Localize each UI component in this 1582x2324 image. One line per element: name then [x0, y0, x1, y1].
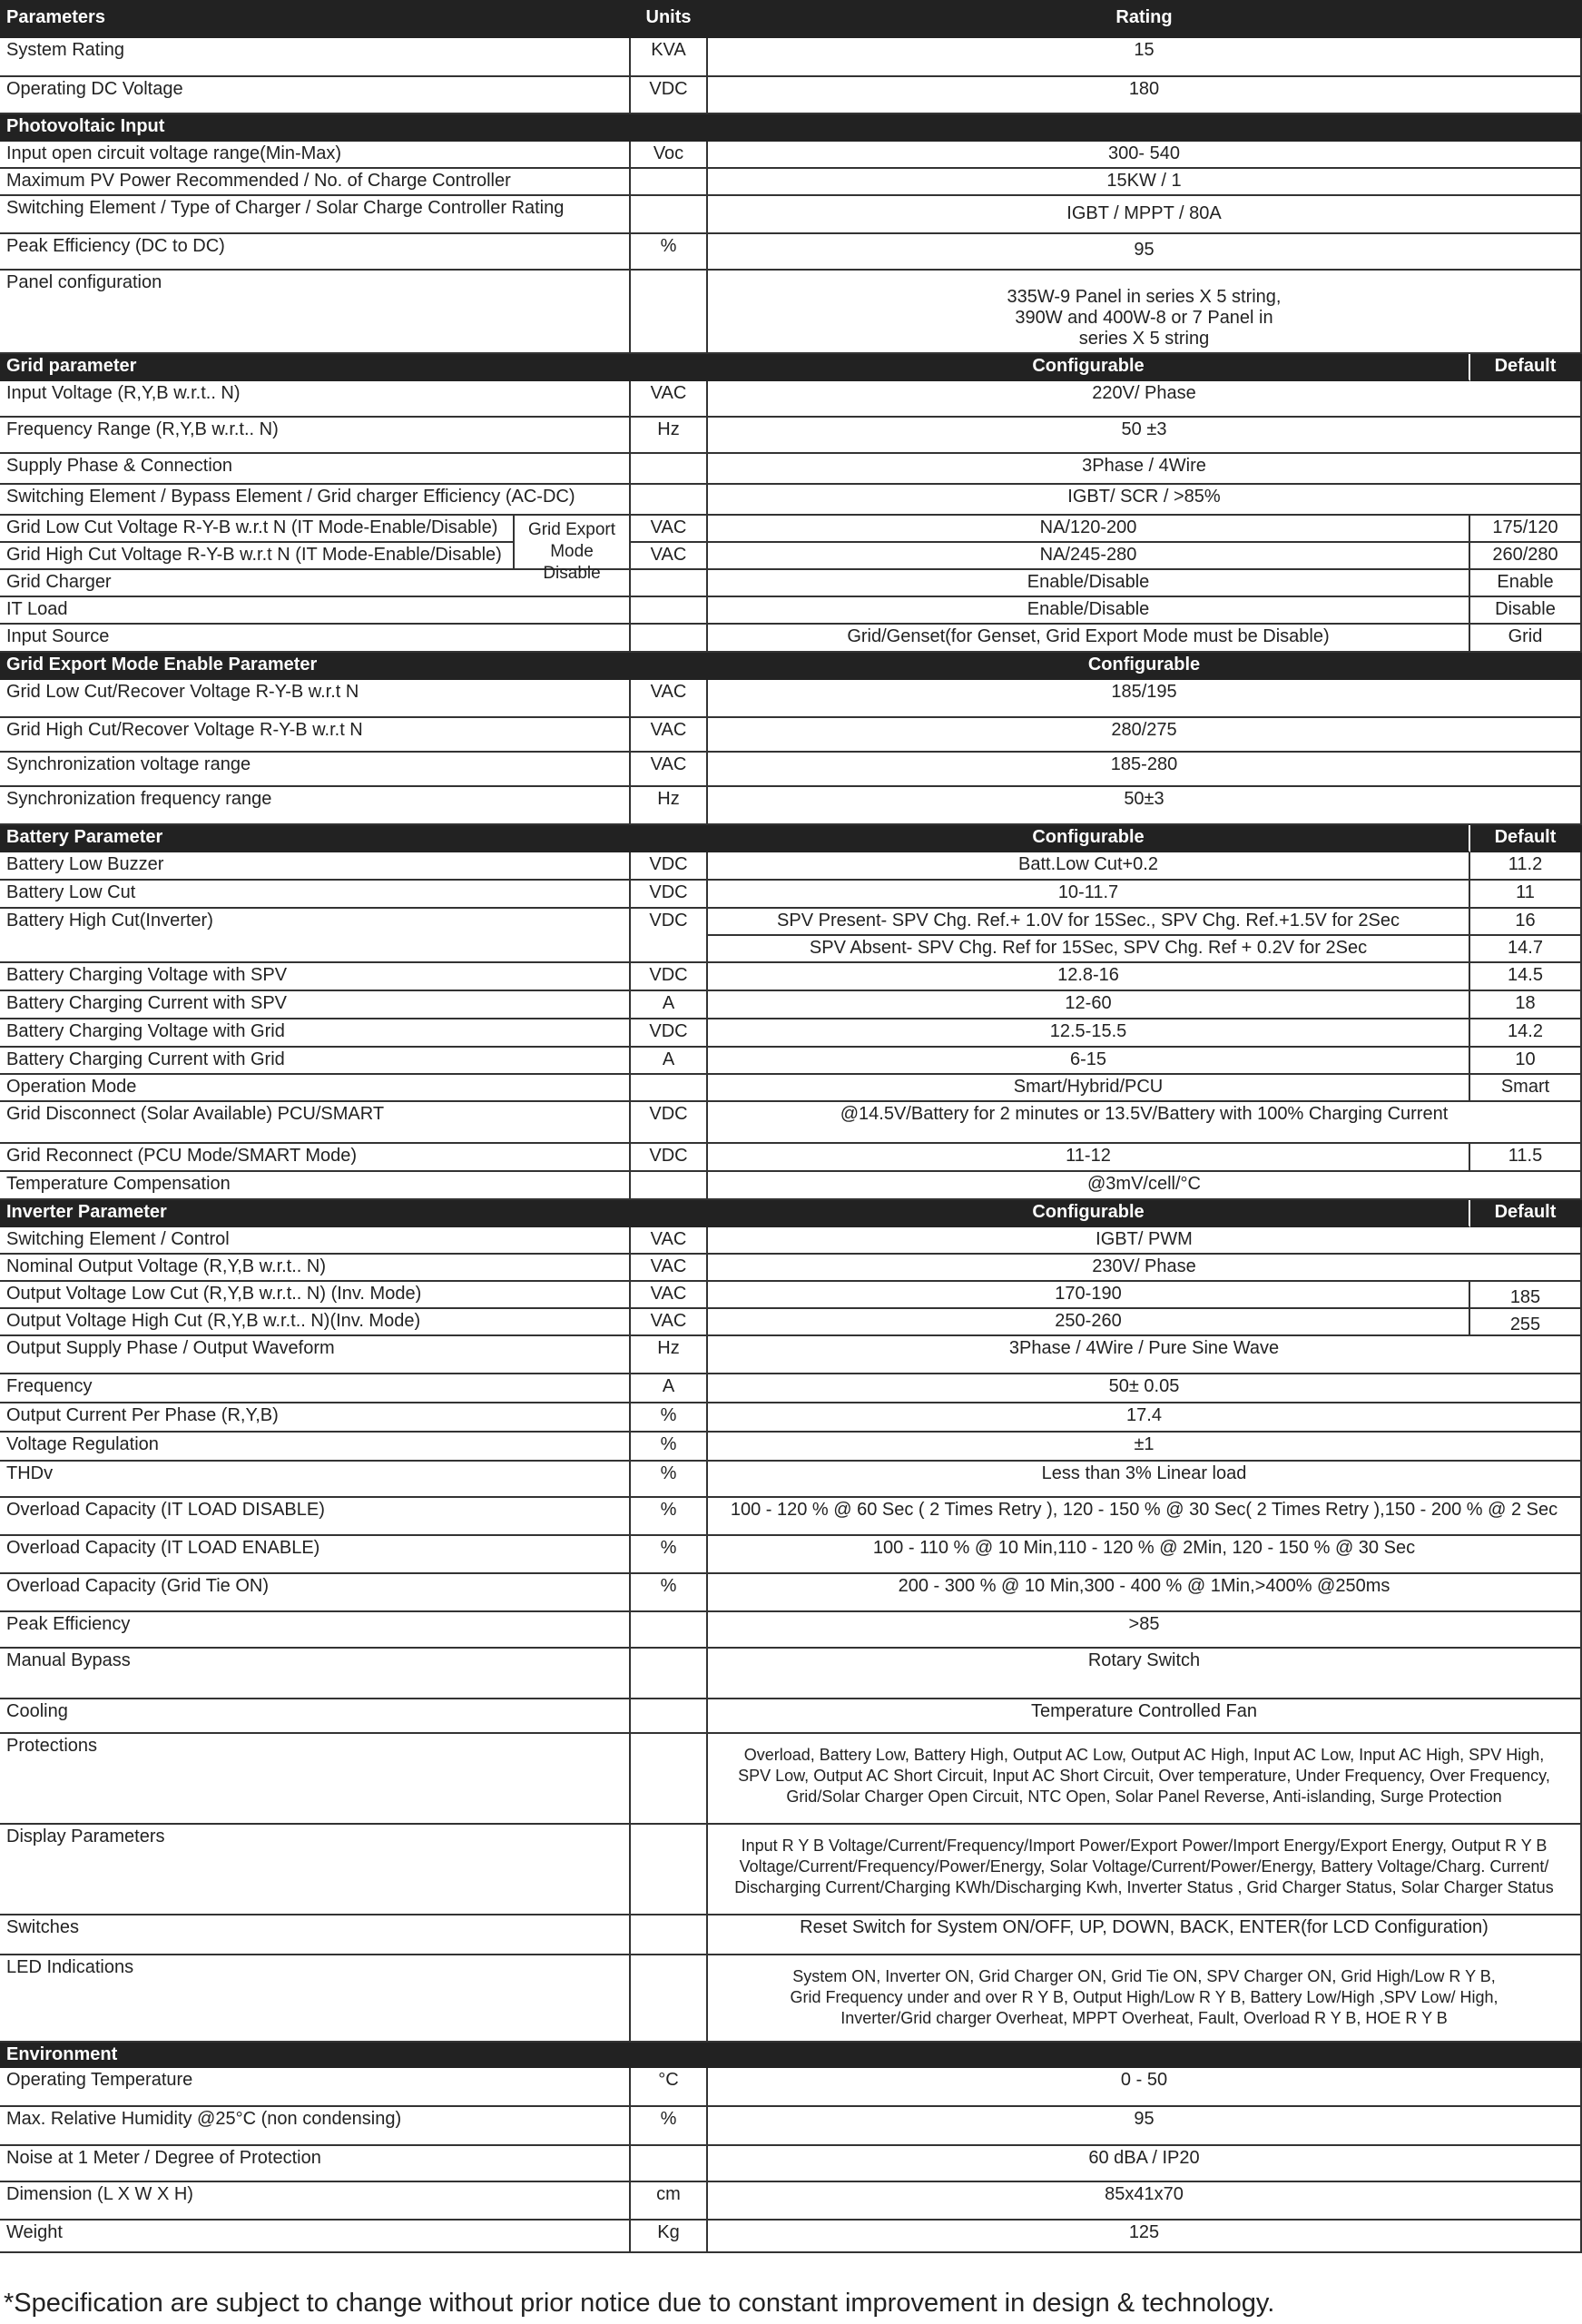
parameter-name: Grid Disconnect (Solar Available) PCU/SMART: [0, 1102, 631, 1144]
unit-cell: %: [631, 1574, 708, 1612]
unit-cell: Hz: [631, 418, 708, 454]
parameter-name: Switches: [0, 1915, 631, 1955]
configurable-cell: 50± 0.05: [708, 1374, 1582, 1403]
configurable-cell: 170-190: [708, 1282, 1470, 1309]
unit-cell: %: [631, 2107, 708, 2146]
configurable-cell: 3Phase / 4Wire: [708, 454, 1582, 485]
unit-cell: [631, 196, 708, 234]
section-title: Battery Parameter: [0, 825, 708, 852]
configurable-cell: Enable/Disable: [708, 597, 1470, 625]
parameter-name: Voltage Regulation: [0, 1433, 631, 1462]
section-title: Photovoltaic Input: [0, 114, 1582, 142]
parameter-name: Battery Charging Current with Grid: [0, 1048, 631, 1075]
default-cell: 14.7: [1470, 936, 1582, 963]
rating-cell: 50±3: [708, 787, 1582, 825]
unit-cell: %: [631, 1498, 708, 1536]
configurable-cell: 12.5-15.5: [708, 1019, 1470, 1048]
default-cell: 175/120: [1470, 516, 1582, 543]
parameters-header: Parameters: [0, 0, 631, 38]
default-cell: 11: [1470, 881, 1582, 909]
unit-cell: Hz: [631, 787, 708, 825]
unit-cell: %: [631, 1462, 708, 1498]
configurable-cell: 3Phase / 4Wire / Pure Sine Wave: [708, 1336, 1582, 1374]
parameter-name: Output Current Per Phase (R,Y,B): [0, 1403, 631, 1433]
unit-cell: [631, 570, 708, 597]
parameter-name: Overload Capacity (Grid Tie ON): [0, 1574, 631, 1612]
unit-cell: VDC: [631, 909, 708, 963]
configurable-cell: Batt.Low Cut+0.2: [708, 852, 1470, 881]
configurable-cell: 12.8-16: [708, 963, 1470, 991]
default-cell: 16: [1470, 909, 1582, 936]
rating-cell: 0 - 50: [708, 2068, 1582, 2107]
parameter-name: Cooling: [0, 1699, 631, 1734]
unit-cell: [631, 1649, 708, 1699]
unit-cell: VDC: [631, 1144, 708, 1172]
unit-cell: VAC: [631, 718, 708, 753]
unit-cell: cm: [631, 2182, 708, 2221]
configurable-cell: 6-15: [708, 1048, 1470, 1075]
unit-cell: [631, 1734, 708, 1825]
unit-cell: VDC: [631, 77, 708, 114]
rating-header: Rating: [708, 0, 1582, 38]
default-cell: Disable: [1470, 597, 1582, 625]
parameter-name: Protections: [0, 1734, 631, 1825]
rating-cell: 280/275: [708, 718, 1582, 753]
unit-cell: [631, 485, 708, 516]
configurable-cell: System ON, Inverter ON, Grid Charger ON, Grid Tie ON, SPV Charger ON, Grid High/Low R Y B, Grid Frequency under and over R Y B, Output High/Low R Y B, Battery Low/High ,SPV Low/ High, Inverter/Grid charger Overheat, MPPT Overheat, Fault, Overload R Y B, HOE R Y B: [708, 1955, 1582, 2043]
configurable-cell: Rotary Switch: [708, 1649, 1582, 1699]
unit-cell: [631, 1915, 708, 1955]
rating-cell: 60 dBA / IP20: [708, 2146, 1582, 2182]
configurable-cell: NA/120-200: [708, 516, 1470, 543]
configurable-cell: @3mV/cell/°C: [708, 1172, 1582, 1200]
section-title: Environment: [0, 2043, 1582, 2068]
configurable-cell: ±1: [708, 1433, 1582, 1462]
rating-cell: 180: [708, 77, 1582, 114]
rating-cell: 95: [708, 2107, 1582, 2146]
parameter-name: Supply Phase & Connection: [0, 454, 631, 485]
default-header: Default: [1470, 1200, 1582, 1227]
configurable-cell: 17.4: [708, 1403, 1582, 1433]
parameter-name: Operating DC Voltage: [0, 77, 631, 114]
configurable-cell: Enable/Disable: [708, 570, 1470, 597]
parameter-name: Overload Capacity (IT LOAD ENABLE): [0, 1536, 631, 1574]
parameter-name: Manual Bypass: [0, 1649, 631, 1699]
rating-cell: 335W-9 Panel in series X 5 string, 390W and 400W-8 or 7 Panel in series X 5 string: [708, 271, 1582, 354]
unit-cell: [631, 625, 708, 653]
configurable-cell: 100 - 110 % @ 10 Min,110 - 120 % @ 2Min, 120 - 150 % @ 30 Sec: [708, 1536, 1582, 1574]
default-header: Default: [1470, 825, 1582, 852]
parameter-name: Frequency: [0, 1374, 631, 1403]
default-cell: 18: [1470, 991, 1582, 1019]
default-cell: 10: [1470, 1048, 1582, 1075]
parameter-name: Dimension (L X W X H): [0, 2182, 631, 2221]
parameter-name: Peak Efficiency (DC to DC): [0, 234, 631, 271]
default-cell: Grid: [1470, 625, 1582, 653]
unit-cell: Voc: [631, 142, 708, 169]
unit-cell: A: [631, 1374, 708, 1403]
configurable-cell: >85: [708, 1612, 1582, 1649]
parameter-name: Battery Low Buzzer: [0, 852, 631, 881]
rating-cell: 300- 540: [708, 142, 1582, 169]
section-title: Grid Export Mode Enable Parameter: [0, 653, 708, 680]
parameter-name: Frequency Range (R,Y,B w.r.t.. N): [0, 418, 631, 454]
unit-cell: VDC: [631, 852, 708, 881]
default-cell: Enable: [1470, 570, 1582, 597]
default-cell: 11.2: [1470, 852, 1582, 881]
configurable-cell: Grid/Genset(for Genset, Grid Export Mode must be Disable): [708, 625, 1470, 653]
parameter-name: Output Voltage High Cut (R,Y,B w.r.t.. N)(Inv. Mode): [0, 1309, 631, 1336]
default-cell: 185: [1470, 1282, 1582, 1309]
unit-cell: [631, 169, 708, 196]
unit-cell: VAC: [631, 680, 708, 718]
footnote: *Specification are subject to change without prior notice due to constant improvement in design & technology.: [4, 2289, 1275, 2318]
parameter-name: Overload Capacity (IT LOAD DISABLE): [0, 1498, 631, 1536]
unit-cell: VAC: [631, 516, 708, 543]
parameter-name: Synchronization voltage range: [0, 753, 631, 787]
default-cell: Smart: [1470, 1075, 1582, 1102]
unit-cell: VAC: [631, 1255, 708, 1282]
default-cell: 255: [1470, 1309, 1582, 1336]
configurable-cell: IGBT/ PWM: [708, 1227, 1582, 1255]
parameter-name: Switching Element / Type of Charger / Solar Charge Controller Rating: [0, 196, 631, 234]
rating-cell: 85x41x70: [708, 2182, 1582, 2221]
unit-cell: Kg: [631, 2221, 708, 2253]
configurable-cell: 230V/ Phase: [708, 1255, 1582, 1282]
configurable-cell: 50 ±3: [708, 418, 1582, 454]
configurable-cell: 250-260: [708, 1309, 1470, 1336]
parameter-name: THDv: [0, 1462, 631, 1498]
unit-cell: %: [631, 234, 708, 271]
configurable-cell: SPV Absent- SPV Chg. Ref for 15Sec, SPV Chg. Ref + 0.2V for 2Sec: [708, 936, 1470, 963]
configurable-header: Configurable: [708, 1200, 1470, 1227]
parameter-name: Battery Charging Voltage with SPV: [0, 963, 631, 991]
parameter-name: Output Voltage Low Cut (R,Y,B w.r.t.. N) (Inv. Mode): [0, 1282, 631, 1309]
configurable-cell: Overload, Battery Low, Battery High, Output AC Low, Output AC High, Input AC Low, Input AC High, SPV High, SPV Low, Output AC Short Circuit, Input AC Short Circuit, Over temperature, Under Frequency, Over Frequency, Grid/Solar Charger Open Circuit, NTC Open, Solar Panel Reverse, Anti-islanding, Surge Protection: [708, 1734, 1582, 1825]
unit-cell: VAC: [631, 1309, 708, 1336]
parameter-name: Battery High Cut(Inverter): [0, 909, 631, 963]
unit-cell: [631, 2146, 708, 2182]
rating-cell: 15: [708, 38, 1582, 77]
parameter-name: Noise at 1 Meter / Degree of Protection: [0, 2146, 631, 2182]
unit-cell: %: [631, 1536, 708, 1574]
configurable-cell: 11-12: [708, 1144, 1470, 1172]
parameter-name: Max. Relative Humidity @25°C (non condensing): [0, 2107, 631, 2146]
configurable-cell: IGBT/ SCR / >85%: [708, 485, 1582, 516]
parameter-name: Operating Temperature: [0, 2068, 631, 2107]
section-title: Inverter Parameter: [0, 1200, 708, 1227]
parameter-name: Nominal Output Voltage (R,Y,B w.r.t.. N): [0, 1255, 631, 1282]
unit-cell: [631, 1825, 708, 1915]
parameter-name: Grid Low Cut Voltage R-Y-B w.r.t N (IT Mode-Enable/Disable): [0, 516, 515, 543]
parameter-name: Input Voltage (R,Y,B w.r.t.. N): [0, 381, 631, 418]
rating-cell: IGBT / MPPT / 80A: [708, 196, 1582, 234]
parameter-name: Input Source: [0, 625, 631, 653]
configurable-cell: Less than 3% Linear load: [708, 1462, 1582, 1498]
parameter-name: Synchronization frequency range: [0, 787, 631, 825]
parameter-name: Weight: [0, 2221, 631, 2253]
parameter-name: Battery Low Cut: [0, 881, 631, 909]
parameter-name: Display Parameters: [0, 1825, 631, 1915]
default-cell: 14.2: [1470, 1019, 1582, 1048]
rating-cell: 185-280: [708, 753, 1582, 787]
configurable-header: Configurable: [708, 825, 1470, 852]
unit-cell: VDC: [631, 1019, 708, 1048]
default-cell: 260/280: [1470, 543, 1582, 570]
unit-cell: VAC: [631, 1227, 708, 1255]
default-header: Default: [1470, 354, 1582, 381]
configurable-cell: @14.5V/Battery for 2 minutes or 13.5V/Battery with 100% Charging Current: [708, 1102, 1582, 1144]
configurable-cell: Smart/Hybrid/PCU: [708, 1075, 1470, 1102]
parameter-name: LED Indications: [0, 1955, 631, 2043]
parameter-name: Maximum PV Power Recommended / No. of Charge Controller: [0, 169, 631, 196]
unit-cell: [631, 454, 708, 485]
section-title: Grid parameter: [0, 354, 708, 381]
parameter-name: Operation Mode: [0, 1075, 631, 1102]
units-header: Units: [631, 0, 708, 38]
configurable-cell: 100 - 120 % @ 60 Sec ( 2 Times Retry ), 120 - 150 % @ 30 Sec( 2 Times Retry ),150 - 200 % @ 2 Sec: [708, 1498, 1582, 1536]
unit-cell: [631, 1612, 708, 1649]
default-cell: 14.5: [1470, 963, 1582, 991]
unit-cell: %: [631, 1433, 708, 1462]
configurable-cell: SPV Present- SPV Chg. Ref.+ 1.0V for 15Sec., SPV Chg. Ref.+1.5V for 2Sec: [708, 909, 1470, 936]
parameter-name: Switching Element / Control: [0, 1227, 631, 1255]
unit-cell: VAC: [631, 753, 708, 787]
unit-cell: KVA: [631, 38, 708, 77]
unit-cell: A: [631, 991, 708, 1019]
unit-cell: VDC: [631, 963, 708, 991]
unit-cell: VAC: [631, 381, 708, 418]
unit-cell: Hz: [631, 1336, 708, 1374]
configurable-cell: NA/245-280: [708, 543, 1470, 570]
rating-cell: 15KW / 1: [708, 169, 1582, 196]
parameter-name: IT Load: [0, 597, 631, 625]
parameter-name: System Rating: [0, 38, 631, 77]
configurable-cell: 200 - 300 % @ 10 Min,300 - 400 % @ 1Min,>400% @250ms: [708, 1574, 1582, 1612]
configurable-cell: Reset Switch for System ON/OFF, UP, DOWN, BACK, ENTER(for LCD Configuration): [708, 1915, 1582, 1955]
unit-cell: VAC: [631, 1282, 708, 1309]
default-cell: 11.5: [1470, 1144, 1582, 1172]
configurable-cell: Input R Y B Voltage/Current/Frequency/Import Power/Export Power/Import Energy/Export Energy, Output R Y B Voltage/Current/Frequency/Power/Energy, Solar Voltage/Current/Power/Energy, Battery Voltage/Charg. Current/ Discharging Current/Charging KWh/Discharging Kwh, Inverter Status , Grid Charger Status, Solar Charger Status: [708, 1825, 1582, 1915]
parameter-name: Grid Charger: [0, 570, 631, 597]
parameter-name: Output Supply Phase / Output Waveform: [0, 1336, 631, 1374]
unit-cell: VDC: [631, 1102, 708, 1144]
configurable-cell: 220V/ Phase: [708, 381, 1582, 418]
configurable-header: Configurable: [708, 354, 1470, 381]
unit-cell: [631, 597, 708, 625]
configurable-header: Configurable: [708, 653, 1582, 680]
rating-cell: 95: [708, 234, 1582, 271]
unit-cell: VAC: [631, 543, 708, 570]
unit-cell: [631, 271, 708, 354]
grid-export-mode-note: Grid Export Mode Disable: [515, 516, 631, 570]
unit-cell: [631, 1955, 708, 2043]
parameter-name: Temperature Compensation: [0, 1172, 631, 1200]
parameter-name: Battery Charging Current with SPV: [0, 991, 631, 1019]
parameter-name: Grid Low Cut/Recover Voltage R-Y-B w.r.t N: [0, 680, 631, 718]
parameter-name: Switching Element / Bypass Element / Grid charger Efficiency (AC-DC): [0, 485, 631, 516]
parameter-name: Peak Efficiency: [0, 1612, 631, 1649]
parameter-name: Grid High Cut/Recover Voltage R-Y-B w.r.t N: [0, 718, 631, 753]
unit-cell: [631, 1172, 708, 1200]
rating-cell: 185/195: [708, 680, 1582, 718]
unit-cell: VDC: [631, 881, 708, 909]
parameter-name: Grid Reconnect (PCU Mode/SMART Mode): [0, 1144, 631, 1172]
unit-cell: °C: [631, 2068, 708, 2107]
configurable-cell: 12-60: [708, 991, 1470, 1019]
unit-cell: A: [631, 1048, 708, 1075]
unit-cell: %: [631, 1403, 708, 1433]
parameter-name: Input open circuit voltage range(Min-Max): [0, 142, 631, 169]
unit-cell: [631, 1075, 708, 1102]
unit-cell: [631, 1699, 708, 1734]
parameter-name: Battery Charging Voltage with Grid: [0, 1019, 631, 1048]
configurable-cell: 10-11.7: [708, 881, 1470, 909]
parameter-name: Panel configuration: [0, 271, 631, 354]
configurable-cell: Temperature Controlled Fan: [708, 1699, 1582, 1734]
parameter-name: Grid High Cut Voltage R-Y-B w.r.t N (IT Mode-Enable/Disable): [0, 543, 515, 570]
rating-cell: 125: [708, 2221, 1582, 2253]
